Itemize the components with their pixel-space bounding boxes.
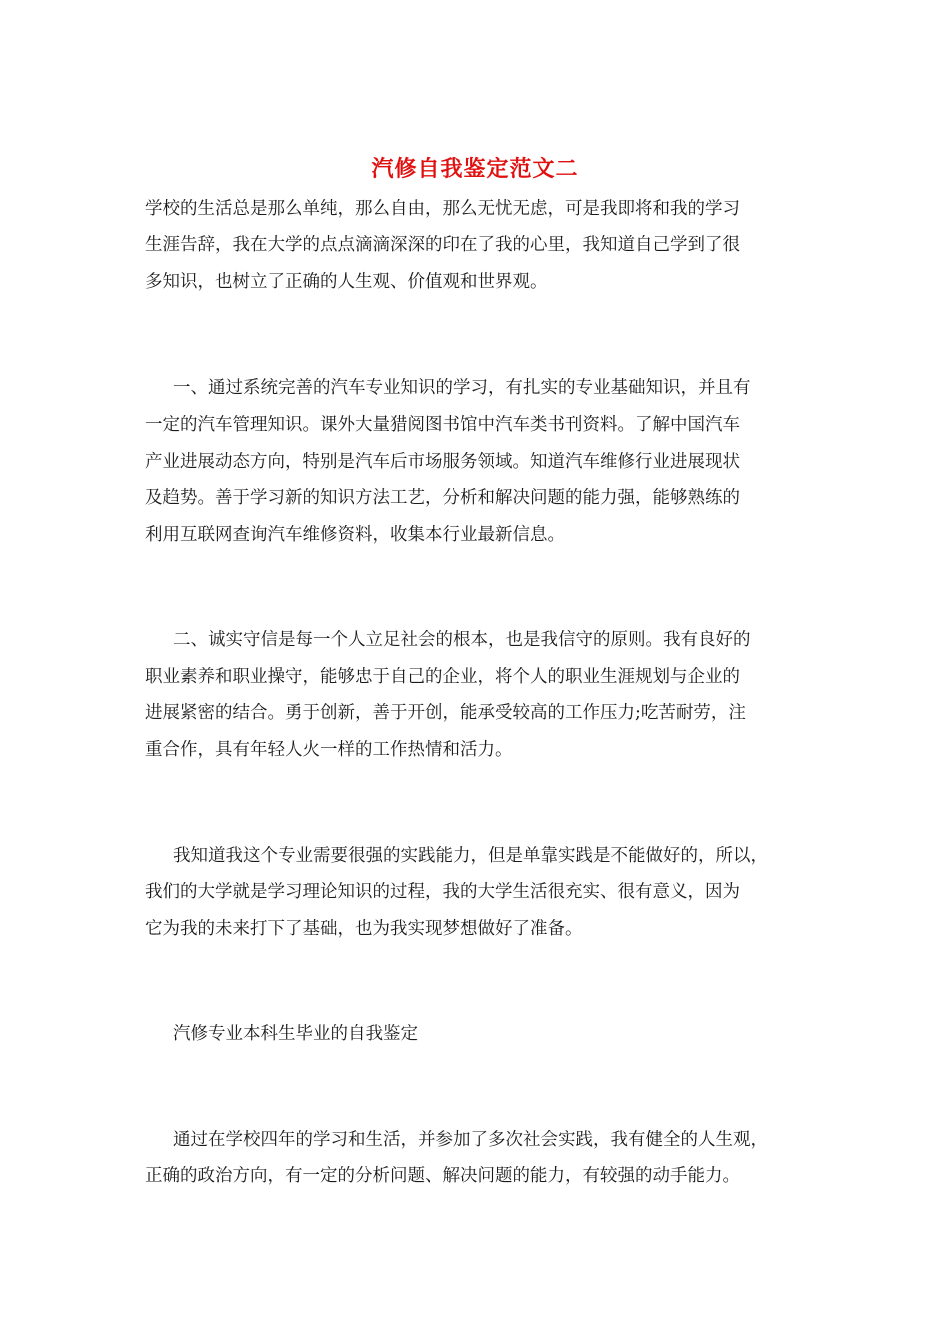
paragraph-2-line-1: 一、通过系统完善的汽车专业知识的学习，有扎实的专业基础知识，并且有: [173, 378, 751, 398]
paragraph-2-line-4: 及趋势。善于学习新的知识方法工艺，分析和解决问题的能力强，能够熟练的: [145, 488, 740, 508]
paragraph-6-line-2: 正确的政治方向，有一定的分析问题、解决问题的能力，有较强的动手能力。: [145, 1166, 740, 1186]
paragraph-4-line-1: 我知道我这个专业需要很强的实践能力，但是单靠实践是不能做好的，所以，: [173, 846, 768, 866]
paragraph-3-line-4: 重合作，具有年轻人火一样的工作热情和活力。: [145, 740, 513, 760]
paragraph-4-line-3: 它为我的未来打下了基础，也为我实现梦想做好了准备。: [145, 919, 583, 939]
section-heading: 汽修专业本科生毕业的自我鉴定: [173, 1024, 418, 1044]
paragraph-6-line-1: 通过在学校四年的学习和生活，并参加了多次社会实践，我有健全的人生观，: [173, 1130, 768, 1150]
paragraph-2-line-2: 一定的汽车管理知识。课外大量猎阅图书馆中汽车类书刊资料。了解中国汽车: [145, 415, 740, 435]
paragraph-3-line-1: 二、诚实守信是每一个人立足社会的根本，也是我信守的原则。我有良好的: [173, 630, 751, 650]
paragraph-2-line-5: 利用互联网查询汽车维修资料，收集本行业最新信息。: [145, 525, 565, 545]
paragraph-1-line-1: 学校的生活总是那么单纯，那么自由，那么无忧无虑，可是我即将和我的学习: [145, 199, 740, 219]
paragraph-3-line-3: 进展紧密的结合。勇于创新，善于开创，能承受较高的工作压力;吃苦耐劳，注: [145, 703, 746, 723]
document-title: 汽修自我鉴定范文二: [371, 156, 579, 182]
paragraph-1-line-3: 多知识，也树立了正确的人生观、价值观和世界观。: [145, 272, 548, 292]
paragraph-2-line-3: 产业进展动态方向，特别是汽车后市场服务领域。知道汽车维修行业进展现状: [145, 452, 740, 472]
paragraph-4-line-2: 我们的大学就是学习理论知识的过程，我的大学生活很充实、很有意义，因为: [145, 882, 740, 902]
paragraph-1-line-2: 生涯告辞，我在大学的点点滴滴深深的印在了我的心里，我知道自己学到了很: [145, 235, 740, 255]
paragraph-3-line-2: 职业素养和职业操守，能够忠于自己的企业，将个人的职业生涯规划与企业的: [145, 667, 740, 687]
